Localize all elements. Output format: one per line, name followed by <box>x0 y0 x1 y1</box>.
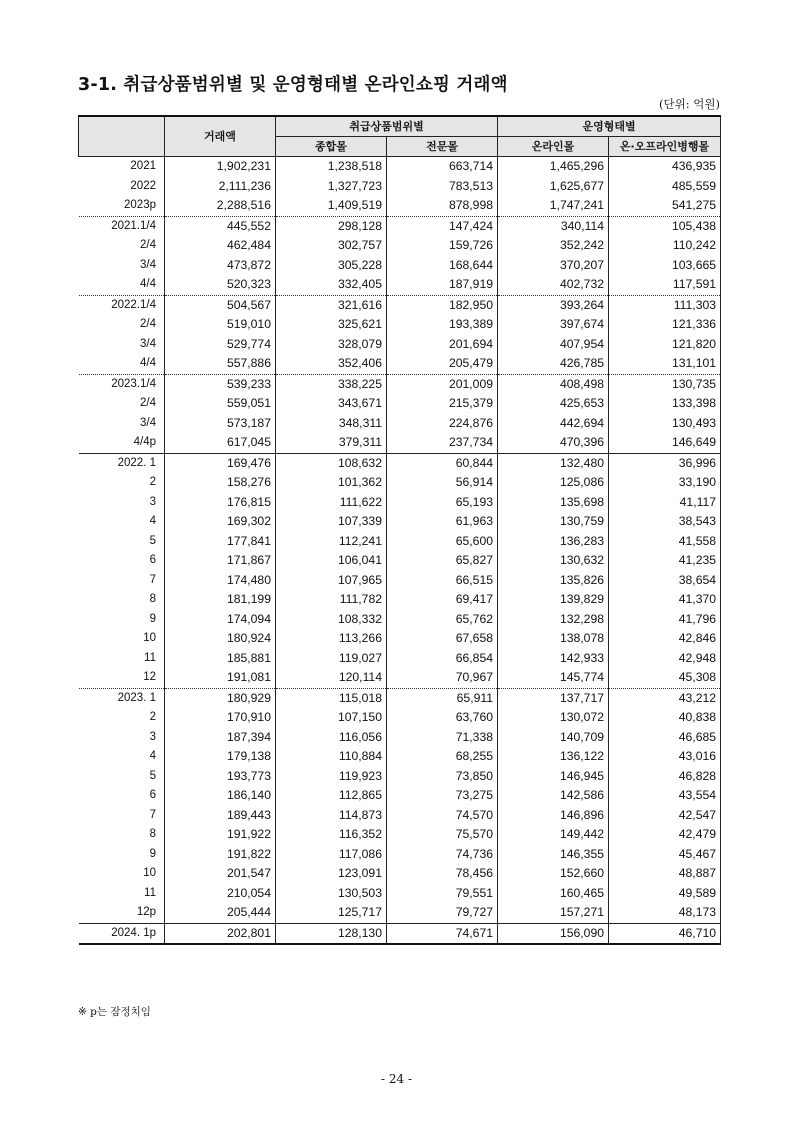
table-cell: 573,187 <box>165 414 276 434</box>
table-cell: 132,298 <box>498 610 609 630</box>
table-cell: 617,045 <box>165 433 276 453</box>
table-cell: 174,480 <box>165 571 276 591</box>
table-cell: 663,714 <box>387 157 498 177</box>
table-cell: 74,570 <box>387 806 498 826</box>
table-cell: 42,948 <box>609 649 721 669</box>
table-row <box>79 806 721 826</box>
table-row <box>79 315 721 335</box>
table-cell: 119,027 <box>276 649 387 669</box>
table-cell: 38,654 <box>609 571 721 591</box>
table-cell: 159,726 <box>387 236 498 256</box>
row-label: 3/4 <box>79 414 165 434</box>
table-cell: 42,547 <box>609 806 721 826</box>
row-label: 2023p <box>79 196 165 216</box>
table-cell: 180,924 <box>165 629 276 649</box>
table-cell: 2,111,236 <box>165 177 276 197</box>
table-cell: 142,586 <box>498 786 609 806</box>
table-cell: 370,207 <box>498 256 609 276</box>
table-cell: 73,850 <box>387 767 498 787</box>
table-cell: 116,056 <box>276 728 387 748</box>
table-cell: 170,910 <box>165 708 276 728</box>
table-cell: 130,735 <box>609 374 721 394</box>
table-cell: 302,757 <box>276 236 387 256</box>
table-cell: 67,658 <box>387 629 498 649</box>
page-title: 3-1. 취급상품범위별 및 운영형태별 온라인쇼핑 거래액 <box>78 75 508 95</box>
table-cell: 42,479 <box>609 825 721 845</box>
table-cell: 402,732 <box>498 275 609 295</box>
table-cell: 343,671 <box>276 394 387 414</box>
table-cell: 436,935 <box>609 157 721 177</box>
table-cell: 38,543 <box>609 512 721 532</box>
table-cell: 205,444 <box>165 903 276 923</box>
row-label: 3/4 <box>79 335 165 355</box>
table-cell: 139,829 <box>498 590 609 610</box>
table-cell: 74,736 <box>387 845 498 865</box>
table-cell: 332,405 <box>276 275 387 295</box>
row-label: 6 <box>79 786 165 806</box>
table-cell: 160,465 <box>498 884 609 904</box>
row-label: 2 <box>79 708 165 728</box>
row-label: 4 <box>79 747 165 767</box>
table-cell: 201,547 <box>165 864 276 884</box>
table-cell: 65,600 <box>387 532 498 552</box>
table-cell: 78,456 <box>387 864 498 884</box>
table-cell: 1,327,723 <box>276 177 387 197</box>
table-row <box>79 629 721 649</box>
table-cell: 168,644 <box>387 256 498 276</box>
table-row <box>79 433 721 453</box>
table-cell: 193,773 <box>165 767 276 787</box>
table-cell: 340,114 <box>498 216 609 236</box>
row-label: 2023. 1 <box>79 688 165 708</box>
row-label: 2021.1/4 <box>79 216 165 236</box>
table-cell: 878,998 <box>387 196 498 216</box>
table-cell: 191,822 <box>165 845 276 865</box>
table-cell: 146,649 <box>609 433 721 453</box>
table-row <box>79 196 721 216</box>
table-cell: 202,801 <box>165 923 276 944</box>
table-cell: 132,480 <box>498 453 609 473</box>
table-cell: 114,873 <box>276 806 387 826</box>
table-cell: 111,303 <box>609 295 721 315</box>
table-cell: 215,379 <box>387 394 498 414</box>
table-cell: 112,241 <box>276 532 387 552</box>
header-blank <box>79 116 165 157</box>
row-label: 10 <box>79 864 165 884</box>
table-cell: 130,072 <box>498 708 609 728</box>
table-cell: 426,785 <box>498 354 609 374</box>
footnote: ※ p는 잠정치임 <box>78 1006 151 1018</box>
table-cell: 46,828 <box>609 767 721 787</box>
table-cell: 110,884 <box>276 747 387 767</box>
table-cell: 529,774 <box>165 335 276 355</box>
table-cell: 135,826 <box>498 571 609 591</box>
table-cell: 73,275 <box>387 786 498 806</box>
table-cell: 177,841 <box>165 532 276 552</box>
row-label: 9 <box>79 845 165 865</box>
table-cell: 65,193 <box>387 493 498 513</box>
table-cell: 149,442 <box>498 825 609 845</box>
table-cell: 176,815 <box>165 493 276 513</box>
table-cell: 325,621 <box>276 315 387 335</box>
table-cell: 130,493 <box>609 414 721 434</box>
table-cell: 142,933 <box>498 649 609 669</box>
table-cell: 352,406 <box>276 354 387 374</box>
table-cell: 66,854 <box>387 649 498 669</box>
table-row <box>79 551 721 571</box>
table-cell: 328,079 <box>276 335 387 355</box>
table-row <box>79 923 721 944</box>
table-cell: 1,747,241 <box>498 196 609 216</box>
row-label: 3 <box>79 493 165 513</box>
table-row <box>79 453 721 473</box>
table-cell: 338,225 <box>276 374 387 394</box>
table-row <box>79 767 721 787</box>
table-cell: 171,867 <box>165 551 276 571</box>
row-label: 5 <box>79 767 165 787</box>
table-cell: 107,965 <box>276 571 387 591</box>
table-cell: 1,625,677 <box>498 177 609 197</box>
table-cell: 46,710 <box>609 923 721 944</box>
table-row <box>79 374 721 394</box>
table-cell: 43,212 <box>609 688 721 708</box>
table-cell: 48,887 <box>609 864 721 884</box>
table-cell: 56,914 <box>387 473 498 493</box>
row-label: 12p <box>79 903 165 923</box>
table-cell: 117,591 <box>609 275 721 295</box>
row-label: 11 <box>79 649 165 669</box>
table-cell: 48,173 <box>609 903 721 923</box>
table-cell: 520,323 <box>165 275 276 295</box>
table-cell: 65,827 <box>387 551 498 571</box>
table-cell: 541,275 <box>609 196 721 216</box>
row-label: 8 <box>79 825 165 845</box>
header-operation-type: 운영형태별 <box>498 116 721 137</box>
table-row <box>79 610 721 630</box>
row-label: 7 <box>79 571 165 591</box>
table-cell: 131,101 <box>609 354 721 374</box>
table-cell: 185,881 <box>165 649 276 669</box>
table-cell: 146,945 <box>498 767 609 787</box>
table-cell: 174,094 <box>165 610 276 630</box>
table-cell: 103,665 <box>609 256 721 276</box>
table-cell: 136,122 <box>498 747 609 767</box>
table-cell: 146,355 <box>498 845 609 865</box>
table-cell: 79,727 <box>387 903 498 923</box>
table-cell: 201,009 <box>387 374 498 394</box>
row-label: 3 <box>79 728 165 748</box>
table-cell: 41,558 <box>609 532 721 552</box>
table-cell: 504,567 <box>165 295 276 315</box>
table-cell: 539,233 <box>165 374 276 394</box>
row-label: 2021 <box>79 157 165 177</box>
table-cell: 41,117 <box>609 493 721 513</box>
table-cell: 105,438 <box>609 216 721 236</box>
table-cell: 2,288,516 <box>165 196 276 216</box>
row-label: 12 <box>79 668 165 688</box>
table-cell: 425,653 <box>498 394 609 414</box>
table-cell: 125,086 <box>498 473 609 493</box>
table-cell: 169,476 <box>165 453 276 473</box>
row-label: 2023.1/4 <box>79 374 165 394</box>
table-cell: 110,242 <box>609 236 721 256</box>
table-cell: 462,484 <box>165 236 276 256</box>
row-label: 4/4 <box>79 354 165 374</box>
table-cell: 473,872 <box>165 256 276 276</box>
row-label: 9 <box>79 610 165 630</box>
table-cell: 41,370 <box>609 590 721 610</box>
table-cell: 145,774 <box>498 668 609 688</box>
table-row <box>79 845 721 865</box>
table-cell: 41,796 <box>609 610 721 630</box>
table-cell: 137,717 <box>498 688 609 708</box>
table-cell: 60,844 <box>387 453 498 473</box>
table-cell: 187,919 <box>387 275 498 295</box>
table-row <box>79 157 721 177</box>
table-row <box>79 825 721 845</box>
header-specialty-mall: 전문몰 <box>387 137 498 157</box>
table-cell: 123,091 <box>276 864 387 884</box>
table-cell: 135,698 <box>498 493 609 513</box>
table-cell: 121,820 <box>609 335 721 355</box>
table-cell: 130,632 <box>498 551 609 571</box>
table-cell: 783,513 <box>387 177 498 197</box>
row-label: 4/4p <box>79 433 165 453</box>
table-cell: 182,950 <box>387 295 498 315</box>
row-label: 6 <box>79 551 165 571</box>
table-cell: 181,199 <box>165 590 276 610</box>
header-online-offline-mall: 온·오프라인병행몰 <box>609 137 721 157</box>
table-row <box>79 275 721 295</box>
table-cell: 71,338 <box>387 728 498 748</box>
row-label: 5 <box>79 532 165 552</box>
row-label: 10 <box>79 629 165 649</box>
table-row <box>79 668 721 688</box>
table-cell: 321,616 <box>276 295 387 315</box>
table-row <box>79 493 721 513</box>
table-cell: 125,717 <box>276 903 387 923</box>
table-cell: 43,016 <box>609 747 721 767</box>
table-cell: 136,283 <box>498 532 609 552</box>
table-cell: 146,896 <box>498 806 609 826</box>
table-cell: 108,332 <box>276 610 387 630</box>
table-cell: 470,396 <box>498 433 609 453</box>
table-cell: 40,838 <box>609 708 721 728</box>
table-cell: 69,417 <box>387 590 498 610</box>
table-cell: 169,302 <box>165 512 276 532</box>
table-cell: 205,479 <box>387 354 498 374</box>
header-general-mall: 종합몰 <box>276 137 387 157</box>
table-cell: 111,622 <box>276 493 387 513</box>
table-cell: 157,271 <box>498 903 609 923</box>
table-cell: 74,671 <box>387 923 498 944</box>
table-cell: 138,078 <box>498 629 609 649</box>
table-cell: 1,902,231 <box>165 157 276 177</box>
row-label: 2/4 <box>79 236 165 256</box>
table-cell: 117,086 <box>276 845 387 865</box>
table-cell: 133,398 <box>609 394 721 414</box>
table-cell: 61,963 <box>387 512 498 532</box>
table-row <box>79 177 721 197</box>
table-row <box>79 728 721 748</box>
table-cell: 45,308 <box>609 668 721 688</box>
table-cell: 352,242 <box>498 236 609 256</box>
table-row <box>79 864 721 884</box>
table-cell: 63,760 <box>387 708 498 728</box>
table-cell: 1,409,519 <box>276 196 387 216</box>
table-row <box>79 256 721 276</box>
table-cell: 65,762 <box>387 610 498 630</box>
table-cell: 442,694 <box>498 414 609 434</box>
table-row <box>79 708 721 728</box>
table-cell: 107,150 <box>276 708 387 728</box>
table-cell: 79,551 <box>387 884 498 904</box>
table-cell: 36,996 <box>609 453 721 473</box>
table-cell: 485,559 <box>609 177 721 197</box>
table-cell: 41,235 <box>609 551 721 571</box>
table-cell: 1,238,518 <box>276 157 387 177</box>
row-label: 2 <box>79 473 165 493</box>
row-label: 4 <box>79 512 165 532</box>
table-row <box>79 649 721 669</box>
table-body <box>79 157 721 945</box>
table-cell: 210,054 <box>165 884 276 904</box>
row-label: 2022 <box>79 177 165 197</box>
table-cell: 66,515 <box>387 571 498 591</box>
table-row <box>79 532 721 552</box>
table-row <box>79 335 721 355</box>
table-cell: 519,010 <box>165 315 276 335</box>
row-label: 2022.1/4 <box>79 295 165 315</box>
table-cell: 42,846 <box>609 629 721 649</box>
table-cell: 120,114 <box>276 668 387 688</box>
table-cell: 379,311 <box>276 433 387 453</box>
table-cell: 407,954 <box>498 335 609 355</box>
table-cell: 43,554 <box>609 786 721 806</box>
table-cell: 130,503 <box>276 884 387 904</box>
table-cell: 193,389 <box>387 315 498 335</box>
table-cell: 191,081 <box>165 668 276 688</box>
table-cell: 130,759 <box>498 512 609 532</box>
table-row <box>79 354 721 374</box>
table-cell: 224,876 <box>387 414 498 434</box>
table-cell: 113,266 <box>276 629 387 649</box>
row-label: 2/4 <box>79 315 165 335</box>
table-row <box>79 884 721 904</box>
table-cell: 397,674 <box>498 315 609 335</box>
table-cell: 557,886 <box>165 354 276 374</box>
table-row <box>79 590 721 610</box>
header-online-mall: 온라인몰 <box>498 137 609 157</box>
table-cell: 111,782 <box>276 590 387 610</box>
table-row <box>79 394 721 414</box>
row-label: 2/4 <box>79 394 165 414</box>
row-label: 8 <box>79 590 165 610</box>
unit-label: (단위: 억원) <box>659 97 720 111</box>
table-cell: 65,911 <box>387 688 498 708</box>
table-cell: 106,041 <box>276 551 387 571</box>
table-cell: 112,865 <box>276 786 387 806</box>
table-row <box>79 473 721 493</box>
table-cell: 46,685 <box>609 728 721 748</box>
table-cell: 45,467 <box>609 845 721 865</box>
table-cell: 115,018 <box>276 688 387 708</box>
header-total: 거래액 <box>165 116 276 157</box>
table-cell: 152,660 <box>498 864 609 884</box>
table-cell: 559,051 <box>165 394 276 414</box>
table-cell: 237,734 <box>387 433 498 453</box>
row-label: 3/4 <box>79 256 165 276</box>
table-cell: 179,138 <box>165 747 276 767</box>
table-row <box>79 747 721 767</box>
table-cell: 298,128 <box>276 216 387 236</box>
table-cell: 156,090 <box>498 923 609 944</box>
table-row <box>79 216 721 236</box>
table-cell: 70,967 <box>387 668 498 688</box>
table-cell: 68,255 <box>387 747 498 767</box>
table-cell: 119,923 <box>276 767 387 787</box>
table-row <box>79 786 721 806</box>
table-cell: 348,311 <box>276 414 387 434</box>
row-label: 7 <box>79 806 165 826</box>
table-cell: 158,276 <box>165 473 276 493</box>
table-cell: 393,264 <box>498 295 609 315</box>
table-cell: 445,552 <box>165 216 276 236</box>
table-row <box>79 512 721 532</box>
table-row <box>79 571 721 591</box>
table-cell: 49,589 <box>609 884 721 904</box>
header-product-range: 취급상품범위별 <box>276 116 498 137</box>
transaction-table <box>78 115 721 945</box>
table-cell: 128,130 <box>276 923 387 944</box>
table-cell: 180,929 <box>165 688 276 708</box>
table-cell: 107,339 <box>276 512 387 532</box>
table-row <box>79 688 721 708</box>
table-cell: 191,922 <box>165 825 276 845</box>
row-label: 4/4 <box>79 275 165 295</box>
table-row <box>79 903 721 923</box>
table-cell: 189,443 <box>165 806 276 826</box>
table-cell: 187,394 <box>165 728 276 748</box>
page-number: - 24 - <box>380 1072 412 1086</box>
row-label: 2022. 1 <box>79 453 165 473</box>
table-cell: 1,465,296 <box>498 157 609 177</box>
table-cell: 75,570 <box>387 825 498 845</box>
table-cell: 408,498 <box>498 374 609 394</box>
table-cell: 140,709 <box>498 728 609 748</box>
table-row <box>79 414 721 434</box>
table-row <box>79 236 721 256</box>
table-cell: 108,632 <box>276 453 387 473</box>
table-row <box>79 295 721 315</box>
table-cell: 186,140 <box>165 786 276 806</box>
table-cell: 201,694 <box>387 335 498 355</box>
table-cell: 116,352 <box>276 825 387 845</box>
table-cell: 121,336 <box>609 315 721 335</box>
table-cell: 305,228 <box>276 256 387 276</box>
row-label: 11 <box>79 884 165 904</box>
table-cell: 33,190 <box>609 473 721 493</box>
table-cell: 147,424 <box>387 216 498 236</box>
table-cell: 101,362 <box>276 473 387 493</box>
row-label: 2024. 1p <box>79 923 165 944</box>
